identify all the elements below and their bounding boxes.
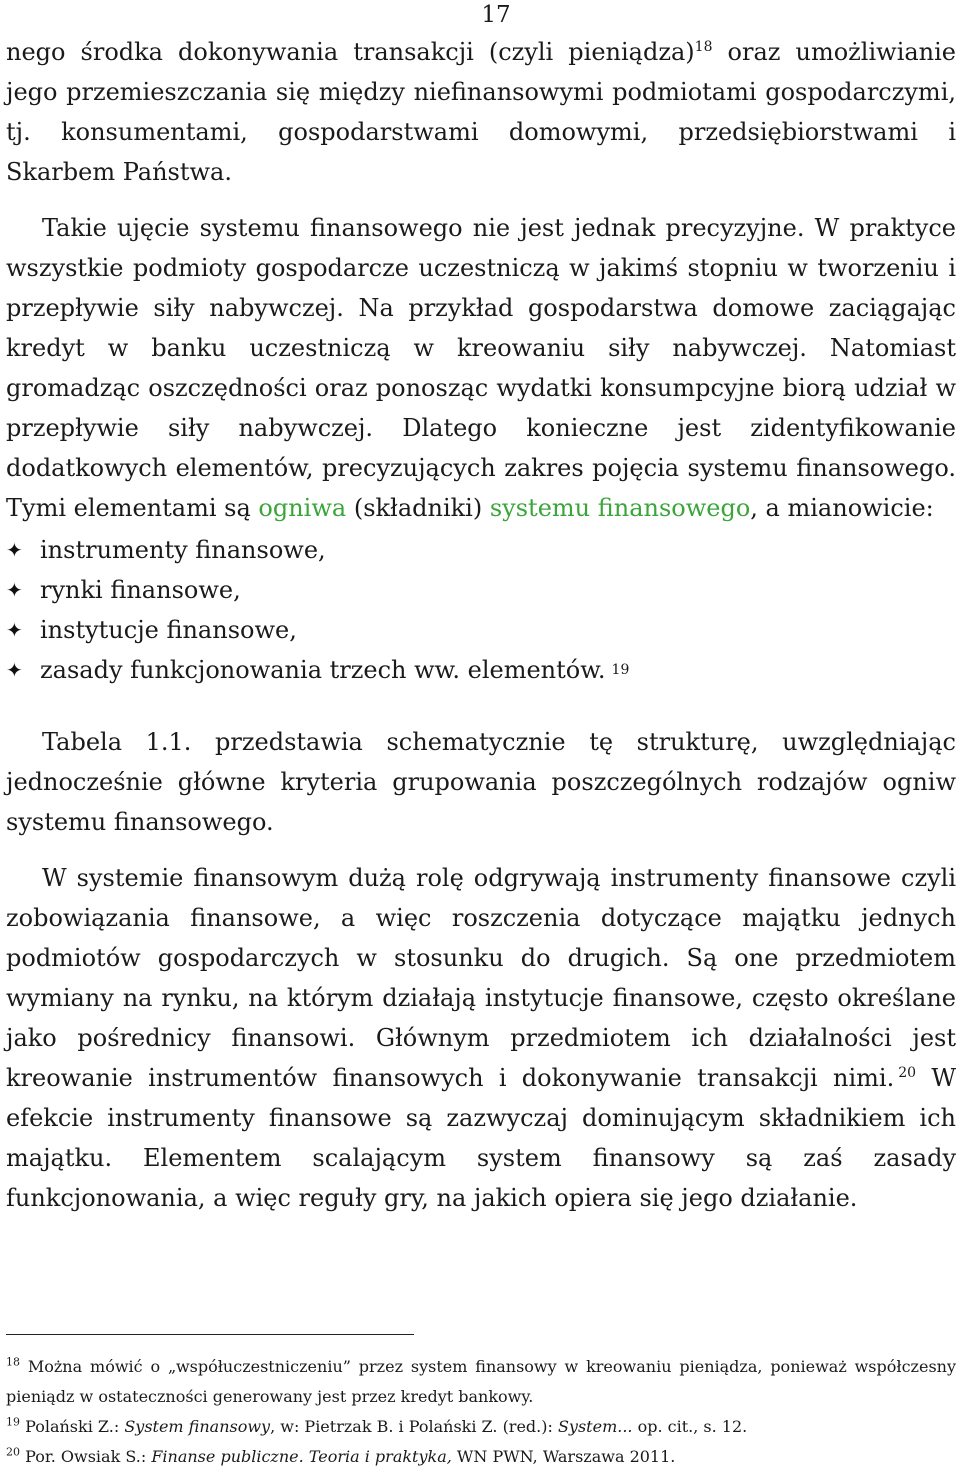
footnote-19: [6, 1412, 956, 1442]
list-item-text: rynki finansowe,: [40, 576, 241, 604]
footnote-title: System finansowy: [124, 1417, 271, 1436]
four-point-star-icon: ✦: [6, 618, 23, 642]
footnote-text: Można mówić o „współuczestniczeniu” przez system finansowy w kreowaniu pieniądza, ponieważ współczesny pieniądz w ostateczności generowany jest przez kredyt bankowy.: [6, 1357, 956, 1406]
footnote-number: 19: [6, 1415, 20, 1429]
list-item-text: instrumenty finansowe,: [40, 536, 326, 564]
footnote-text: op. cit., s. 12.: [632, 1417, 748, 1436]
footnote-title: Finanse publiczne. Teoria i praktyka,: [151, 1447, 452, 1466]
footnote-20: [6, 1442, 956, 1472]
four-point-star-icon: ✦: [6, 538, 23, 562]
list-item: ✦ zasady funkcjonowania trzech ww. elementów. 19: [6, 650, 956, 690]
footnote-18: [6, 1352, 956, 1412]
footnote-number: 18: [6, 1355, 20, 1369]
page-number: 17: [481, 2, 511, 28]
paragraph-4: [6, 858, 956, 1218]
paragraph-1: [6, 32, 956, 192]
list-item-text: zasady funkcjonowania trzech ww. elementów.: [40, 656, 606, 684]
list-item: [6, 610, 956, 650]
paragraph-1-rest: oraz umożliwianie jego przemieszczania się między niefinansowymi podmiotami gospodarczymi, tj. konsumentami, gospodarstwami domowymi, przedsiębiorstwami i Skarbem Państwa.: [6, 38, 957, 186]
four-point-star-icon: ✦: [6, 658, 23, 682]
footnote-text: WN PWN, Warszawa 2011.: [451, 1447, 676, 1466]
paragraph-3: Tabela 1.1. przedstawia schematycznie tę strukturę, uwzględniając jednocześnie główne kryteria grupowania poszczególnych rodzajów ogniw systemu finansowego.: [6, 728, 956, 836]
list-item: [6, 570, 956, 610]
list-item: [6, 530, 956, 570]
footnote-text: , w: Pietrzak B. i Polański Z. (red.):: [270, 1417, 558, 1436]
component-list: [6, 530, 956, 690]
term-ogniwa: ogniwa: [258, 494, 347, 522]
paragraph-2-end: , a mianowicie:: [750, 494, 934, 522]
footnote-text: Por. Owsiak S.:: [20, 1447, 152, 1466]
paragraph-1-text: nego środka dokonywania transakcji (czyli pieniądza): [6, 38, 695, 66]
list-item-text: instytucje finansowe,: [40, 616, 297, 644]
document-page: [6, 0, 956, 1472]
paragraph-2: [6, 208, 956, 528]
paragraph-2-mid: (składniki): [346, 494, 490, 522]
paragraph-4-text: W systemie finansowym dużą rolę odgrywają instrumenty finansowe czyli zobowiązania finansowe, a więc roszczenia dotyczące majątku jednych podmiotów gospodarczych w stosunku do drugich. Są one przedmiotem wymiany na rynku, na którym działają instytucje finansowe, często określane jako pośrednicy finansowi. Głównym przedmiotem ich działalności jest kreowanie instrumentów finansowych i dokonywanie transakcji nimi.: [6, 864, 956, 1092]
footnote-ref-20: 20: [898, 1065, 917, 1081]
paragraph-4-end: W efekcie instrumenty finansowe są zazwyczaj dominującym składnikiem ich majątku. Elementem scalającym system finansowy są zaś zasady funkcjonowania, a więc reguły gry, na jakich opiera się jego działanie.: [6, 1064, 956, 1212]
footnote-number: 20: [6, 1445, 20, 1459]
four-point-star-icon: ✦: [6, 578, 23, 602]
term-system-finansowy: systemu finansowego: [489, 494, 751, 522]
footnote-ref-18: 18: [694, 39, 713, 55]
footnote-divider: [6, 1334, 414, 1335]
footnotes: [6, 1352, 956, 1472]
paragraph-2-text: Takie ujęcie systemu finansowego nie jest jednak precyzyjne. W praktyce wszystkie podmioty gospodarcze uczestniczą w jakimś stopniu w tworzeniu i przepływie siły nabywczej. Na przykład gospodarstwa domowe zaciągając kredyt w banku uczestniczą w kreowaniu siły nabywczej. Natomiast gromadząc oszczędności oraz ponosząc wydatki konsumpcyjne biorą udział w przepływie siły nabywczej. Dlatego konieczne jest zidentyfikowanie dodatkowych elementów, precyzujących zakres pojęcia systemu finansowego. Tymi elementami są: [6, 214, 956, 522]
footnote-text: Polański Z.:: [20, 1417, 125, 1436]
footnote-title: System...: [557, 1417, 633, 1436]
